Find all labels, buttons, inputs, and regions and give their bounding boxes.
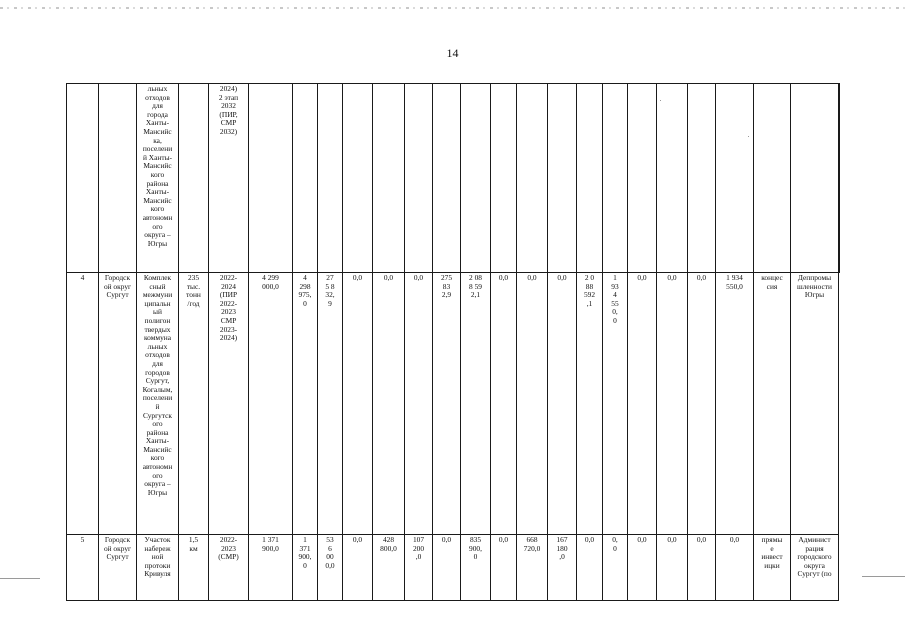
cell-text-line: для bbox=[152, 101, 163, 111]
cell-text-line: й bbox=[155, 401, 160, 411]
cell-text-line: Когалым, bbox=[142, 384, 173, 394]
table-row bbox=[67, 273, 840, 535]
cell-text-line: ,0 bbox=[559, 552, 565, 562]
page-number: 14 bbox=[446, 46, 459, 60]
table-cell bbox=[373, 273, 405, 535]
table-cell bbox=[628, 84, 657, 273]
cell-text-line: 2032) bbox=[219, 126, 238, 136]
cell-text-line: 0,0 bbox=[441, 535, 452, 544]
cell-text-line: поселени bbox=[142, 144, 173, 154]
cell-text-line: 0 bbox=[303, 560, 307, 570]
cell-text-line: 4 bbox=[80, 273, 85, 282]
cell-text-line: 1 bbox=[613, 273, 617, 282]
table-cell bbox=[405, 535, 433, 601]
table-cell bbox=[137, 273, 179, 535]
table-cell bbox=[343, 535, 373, 601]
cell-text-line: 2023- bbox=[219, 324, 238, 334]
table-cell bbox=[754, 84, 791, 273]
cell-text-line: 298 bbox=[299, 281, 311, 291]
cell-text-line: 000,0 bbox=[262, 281, 279, 291]
cell-text-line: 1 371 bbox=[262, 535, 279, 544]
table-cell bbox=[577, 84, 603, 273]
table-cell bbox=[179, 273, 209, 535]
cell-text-line: 0 bbox=[613, 543, 617, 553]
table-cell bbox=[577, 273, 603, 535]
table-cell bbox=[517, 535, 548, 601]
table-cell bbox=[716, 273, 754, 535]
cell-text-line: е bbox=[770, 543, 774, 553]
cell-text-line: СМР bbox=[220, 118, 237, 128]
table-cell bbox=[67, 535, 99, 601]
cell-text-line: для bbox=[152, 358, 163, 368]
cell-text-line: 2032 bbox=[221, 101, 236, 111]
table-row bbox=[67, 535, 840, 601]
cell-text-line: Сургут bbox=[106, 290, 129, 300]
table-cell bbox=[373, 535, 405, 601]
cell-text-line: 2024) bbox=[219, 333, 238, 343]
cell-text-line: 180 bbox=[556, 543, 568, 553]
cell-text-line: Городск bbox=[104, 273, 131, 282]
table-cell bbox=[461, 84, 491, 273]
cell-text-line: округа – bbox=[144, 230, 171, 240]
cell-text-line: округа bbox=[804, 560, 825, 570]
table-cell bbox=[548, 535, 577, 601]
cell-text-line: 0,0 bbox=[413, 273, 424, 282]
cell-text-line: 2024 bbox=[221, 281, 236, 291]
cell-text-line: Югры bbox=[147, 487, 168, 497]
table-cell bbox=[603, 273, 628, 535]
cell-text-line: 975, bbox=[298, 290, 312, 300]
cell-text-line: 4 bbox=[303, 273, 307, 282]
cell-text-line: 4 bbox=[613, 290, 617, 300]
cell-text-line: 53 bbox=[326, 535, 334, 544]
table-cell bbox=[628, 273, 657, 535]
cell-text-line: 6 bbox=[328, 543, 332, 553]
cell-text-line: Мансийс bbox=[143, 161, 172, 171]
table-cell bbox=[343, 273, 373, 535]
table-cell bbox=[517, 273, 548, 535]
cell-text-line: кого bbox=[150, 453, 165, 463]
cell-text-line: (ПИР bbox=[219, 290, 238, 300]
table-cell bbox=[99, 535, 137, 601]
cell-text-line: 592 bbox=[583, 290, 596, 300]
table-cell bbox=[179, 84, 209, 273]
table-cell bbox=[433, 535, 461, 601]
cell-text-line: ого bbox=[152, 221, 163, 231]
cell-text-line: км bbox=[189, 543, 198, 553]
cell-text-line: Городск bbox=[104, 535, 131, 544]
table-cell bbox=[791, 273, 839, 535]
cell-text-line: 550,0 bbox=[726, 281, 743, 291]
cell-text-line: 0,0 bbox=[637, 535, 647, 544]
cell-text-line: городов bbox=[145, 367, 170, 377]
table-cell bbox=[293, 84, 318, 273]
cell-text-line: 0 bbox=[303, 298, 307, 308]
cell-text-line: района bbox=[146, 427, 169, 437]
cell-text-line: полигон bbox=[144, 315, 171, 325]
cell-text-line: 371 bbox=[299, 543, 311, 553]
cell-text-line: 0,0 bbox=[584, 535, 595, 544]
cell-text-line: 800,0 bbox=[380, 543, 397, 553]
cell-text-line: 2023 bbox=[221, 307, 236, 317]
cell-text-line: ой округ bbox=[103, 281, 132, 291]
table-cell bbox=[373, 84, 405, 273]
cell-text-line: 0,0 bbox=[383, 273, 394, 282]
cell-text-line: 88 bbox=[585, 281, 594, 291]
cell-text-line: коммуна bbox=[143, 333, 172, 343]
cell-text-line: 167 bbox=[556, 535, 568, 544]
cell-text-line: 93 bbox=[611, 281, 619, 291]
cell-text-line: 1,5 bbox=[188, 535, 199, 544]
cell-text-line: Кривуля bbox=[144, 569, 171, 579]
cell-text-line: Мансийс bbox=[143, 126, 172, 136]
table-cell bbox=[209, 273, 249, 535]
scan-margin-mark-left bbox=[0, 578, 40, 579]
cell-text-line: 235 bbox=[187, 273, 200, 282]
table-cell bbox=[249, 535, 293, 601]
table-cell bbox=[657, 535, 688, 601]
cell-text-line: Сургут bbox=[106, 552, 129, 562]
cell-text-line: 8 59 bbox=[469, 281, 482, 291]
cell-text-line: 200 bbox=[412, 543, 425, 553]
cell-text-line: льных bbox=[147, 84, 168, 93]
cell-text-line: 2 08 bbox=[469, 273, 482, 282]
cell-text-line: ого bbox=[152, 470, 163, 480]
cell-text-line: района bbox=[146, 178, 169, 188]
table-cell bbox=[179, 535, 209, 601]
table-cell bbox=[461, 273, 491, 535]
cell-text-line: 83 bbox=[442, 281, 451, 291]
cell-text-line: протоки bbox=[144, 560, 171, 570]
table-cell bbox=[293, 273, 318, 535]
cell-text-line: 5 bbox=[80, 535, 85, 544]
cell-text-line: 835 bbox=[469, 535, 482, 544]
cell-text-line: 55 bbox=[611, 298, 619, 308]
cell-text-line: 2,9 bbox=[441, 290, 452, 300]
table-cell bbox=[318, 273, 343, 535]
cell-text-line: СМР bbox=[220, 315, 237, 325]
cell-text-line: 275 bbox=[440, 273, 453, 282]
cell-text-line: 900, bbox=[469, 543, 482, 553]
cell-text-line: ый bbox=[153, 307, 162, 317]
cell-text-line: 0,0 bbox=[325, 560, 335, 570]
cell-text-line: 0 bbox=[613, 315, 617, 325]
cell-text-line: Ханты- bbox=[145, 187, 170, 197]
cell-text-line: сный bbox=[149, 281, 166, 291]
cell-text-line: Сургут (по bbox=[797, 569, 832, 579]
cell-text-line: 5 8 bbox=[325, 281, 335, 291]
table-cell bbox=[491, 84, 517, 273]
cell-text-line: 0,0 bbox=[498, 273, 509, 282]
cell-text-line: 428 bbox=[382, 535, 395, 544]
table-cell bbox=[293, 535, 318, 601]
cell-text-line: Мансийс bbox=[143, 195, 172, 205]
table-cell bbox=[577, 535, 603, 601]
cell-text-line: концес bbox=[761, 273, 783, 282]
cell-text-line: 0,0 bbox=[637, 273, 647, 282]
cell-text-line: Сургутск bbox=[142, 410, 173, 420]
cell-text-line: 0,0 bbox=[696, 273, 707, 282]
cell-text-line: кого bbox=[150, 169, 165, 179]
cell-text-line: Деппромы bbox=[797, 273, 832, 282]
cell-text-line: набереж bbox=[144, 543, 171, 553]
cell-text-line: ого bbox=[152, 419, 163, 429]
cell-text-line: 0,0 bbox=[352, 535, 363, 544]
table-cell bbox=[517, 84, 548, 273]
cell-text-line: 2 0 bbox=[584, 273, 595, 282]
cell-text-line: ицки bbox=[764, 560, 780, 570]
cell-text-line: Участок bbox=[144, 535, 171, 544]
cell-text-line: 2022- bbox=[219, 535, 238, 544]
cell-text-line: 9 bbox=[328, 298, 332, 308]
cell-text-line: 720,0 bbox=[523, 543, 541, 553]
table-cell bbox=[405, 84, 433, 273]
table-cell bbox=[491, 273, 517, 535]
table-cell bbox=[137, 84, 179, 273]
table-cell bbox=[491, 535, 517, 601]
table-cell bbox=[137, 535, 179, 601]
table-cell bbox=[688, 535, 716, 601]
table-cell bbox=[716, 84, 754, 273]
cell-text-line: 0 bbox=[473, 552, 478, 562]
cell-text-line: 900, bbox=[298, 552, 312, 562]
cell-text-line: 0,0 bbox=[667, 535, 677, 544]
table-cell bbox=[343, 84, 373, 273]
table-cell bbox=[603, 84, 628, 273]
cell-text-line: городского bbox=[797, 552, 832, 562]
table-cell bbox=[461, 535, 491, 601]
cell-text-line: тыс. bbox=[186, 281, 201, 291]
cell-text-line: отходов bbox=[145, 92, 170, 102]
scan-edge-artifact bbox=[0, 7, 905, 9]
table-cell bbox=[657, 273, 688, 535]
cell-text-line: 1 bbox=[303, 535, 307, 544]
cell-text-line: 2022- bbox=[219, 298, 238, 308]
table-cell bbox=[433, 273, 461, 535]
cell-text-line: тонн bbox=[186, 290, 201, 300]
cell-text-line: Админист bbox=[798, 535, 831, 544]
cell-text-line: 107 bbox=[412, 535, 425, 544]
table-cell bbox=[657, 84, 688, 273]
table-cell bbox=[548, 273, 577, 535]
table-cell bbox=[839, 84, 840, 273]
table-cell bbox=[688, 273, 716, 535]
cell-text-line: 2,1 bbox=[470, 290, 481, 300]
cell-text-line: 00 bbox=[326, 552, 334, 562]
cell-text-line: кого bbox=[150, 204, 165, 214]
cell-text-line: 4 299 bbox=[262, 273, 279, 282]
cell-text-line: сия bbox=[766, 281, 778, 291]
cell-text-line: ой округ bbox=[103, 543, 132, 553]
table-row bbox=[67, 84, 840, 273]
cell-text-line: рация bbox=[805, 543, 824, 553]
cell-text-line: 2022- bbox=[219, 273, 238, 282]
table-cell bbox=[405, 273, 433, 535]
table-cell bbox=[433, 84, 461, 273]
table-cell bbox=[67, 84, 99, 273]
cell-text-line: твердых bbox=[144, 324, 171, 334]
table-cell bbox=[603, 535, 628, 601]
table-cell bbox=[318, 535, 343, 601]
table-cell bbox=[249, 273, 293, 535]
table-cell bbox=[628, 535, 657, 601]
cell-text-line: 0,0 bbox=[729, 535, 740, 544]
cell-text-line: межмуни bbox=[142, 290, 173, 300]
cell-text-line: 0,0 bbox=[696, 535, 707, 544]
table-cell bbox=[99, 273, 137, 535]
table-cell bbox=[791, 535, 839, 601]
table-cell bbox=[209, 84, 249, 273]
cell-text-line: 0, bbox=[612, 307, 618, 317]
cell-text-line: 2 этап bbox=[218, 92, 239, 102]
table-cell bbox=[249, 84, 293, 273]
cell-text-line: поселени bbox=[142, 393, 173, 403]
cell-text-line: ка, bbox=[153, 135, 162, 145]
cell-text-line: 27 bbox=[326, 273, 334, 282]
cell-text-line: ,0 bbox=[415, 552, 422, 562]
cell-text-line: льных bbox=[147, 341, 168, 351]
table-cell bbox=[688, 84, 716, 273]
cell-text-line: 1 934 bbox=[726, 273, 743, 282]
projects-table bbox=[66, 83, 840, 601]
cell-text-line: Ханты- bbox=[145, 436, 170, 446]
cell-text-line: 0,0 bbox=[352, 273, 363, 282]
cell-text-line: 668 bbox=[526, 535, 538, 544]
table-cell bbox=[67, 273, 99, 535]
cell-text-line: прямы bbox=[761, 535, 783, 544]
cell-text-line: 2024) bbox=[219, 84, 238, 93]
table-cell bbox=[318, 84, 343, 273]
table-cell bbox=[209, 535, 249, 601]
table-cell bbox=[754, 273, 791, 535]
cell-text-line: Комплек bbox=[143, 273, 172, 282]
table-cell bbox=[791, 84, 839, 273]
cell-text-line: 0, bbox=[612, 535, 618, 544]
cell-text-line: 0,0 bbox=[498, 535, 509, 544]
cell-text-line: автономн bbox=[142, 462, 173, 472]
cell-text-line: города bbox=[147, 109, 168, 119]
cell-text-line: ципальн bbox=[144, 298, 171, 308]
cell-text-line: шленности bbox=[797, 281, 832, 291]
table-cell bbox=[99, 84, 137, 273]
cell-text-line: /год bbox=[187, 298, 200, 308]
cell-text-line: Мансийс bbox=[143, 444, 172, 454]
cell-text-line: отходов bbox=[145, 350, 170, 360]
cell-text-line: 900,0 bbox=[262, 543, 279, 553]
scan-margin-mark-right bbox=[862, 576, 905, 577]
cell-text-line: Сургут, bbox=[145, 376, 170, 386]
cell-text-line: 2023 bbox=[221, 543, 236, 553]
table-cell bbox=[754, 535, 791, 601]
cell-text-line: ной bbox=[151, 552, 164, 562]
cell-text-line: Ханты- bbox=[145, 118, 170, 128]
cell-text-line: Югры bbox=[804, 290, 825, 300]
cell-text-line: й Ханты- bbox=[142, 152, 173, 162]
table-cell bbox=[548, 84, 577, 273]
cell-text-line: 0,0 bbox=[667, 273, 677, 282]
cell-text-line: 0,0 bbox=[527, 273, 537, 282]
cell-text-line: Югры bbox=[147, 238, 168, 248]
cell-text-line: 0,0 bbox=[557, 273, 567, 282]
cell-text-line: ,1 bbox=[586, 298, 593, 308]
cell-text-line: 32, bbox=[325, 290, 335, 300]
cell-text-line: (СМР) bbox=[218, 552, 239, 562]
cell-text-line: автономн bbox=[142, 212, 173, 222]
cell-text-line: (ПИР, bbox=[219, 109, 238, 119]
cell-text-line: инвест bbox=[761, 552, 783, 562]
table-cell bbox=[716, 535, 754, 601]
cell-text-line: округа – bbox=[144, 479, 171, 489]
